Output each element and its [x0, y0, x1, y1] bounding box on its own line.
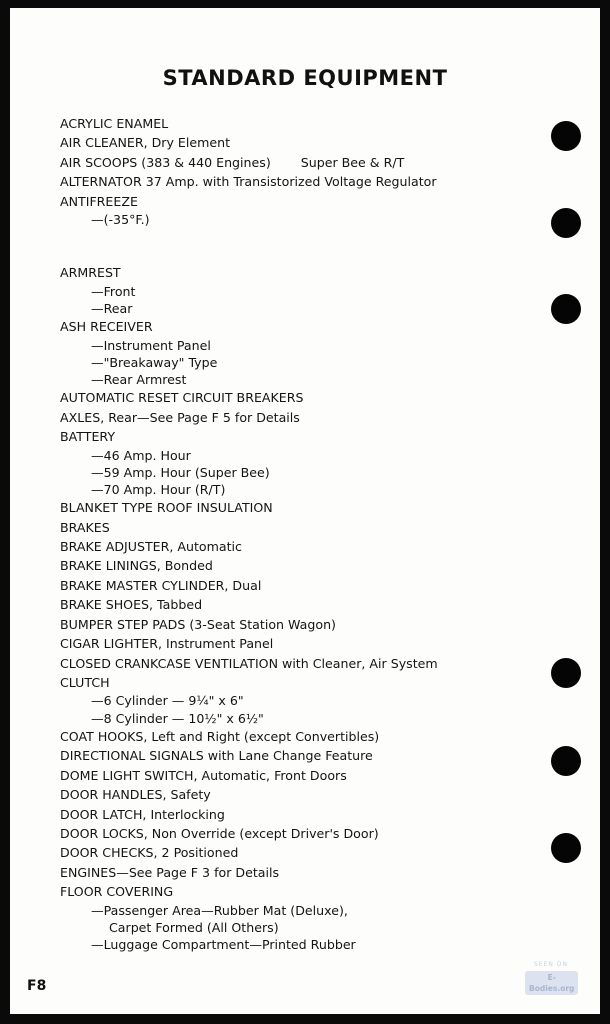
- equipment-subitem: [60, 936, 560, 953]
- equipment-item-text: —Luggage Compartment—Printed Rubber: [91, 937, 356, 953]
- equipment-item-text: —8 Cylinder — 10½" x 6½": [91, 710, 264, 726]
- equipment-item-text: ALTERNATOR 37 Amp. with Transistorized Voltage Regulator: [60, 174, 437, 190]
- equipment-item: [60, 673, 560, 692]
- equipment-item: [60, 388, 560, 407]
- equipment-item-text: —Rear: [91, 301, 133, 316]
- equipment-item-text: AUTOMATIC RESET CIRCUIT BREAKERS: [60, 390, 304, 406]
- document-page: [10, 8, 600, 1014]
- equipment-item: [60, 408, 560, 427]
- page-title: STANDARD EQUIPMENT: [162, 66, 448, 90]
- equipment-item-text: AIR CLEANER, Dry Element: [60, 135, 231, 151]
- equipment-item-text: ASH RECEIVER: [60, 319, 153, 335]
- equipment-item: [60, 595, 560, 614]
- equipment-item-text: DIRECTIONAL SIGNALS with Lane Change Feature: [60, 748, 373, 764]
- equipment-item-text: BRAKE SHOES, Tabbed: [60, 597, 203, 613]
- equipment-item: [60, 746, 560, 765]
- equipment-item-text: —(-35°F.): [91, 212, 150, 228]
- equipment-item-text: BRAKE MASTER CYLINDER, Dual: [60, 577, 262, 593]
- equipment-subitem: [60, 464, 560, 481]
- equipment-item-text: —"Breakaway" Type: [91, 354, 218, 370]
- equipment-subitem: [60, 902, 560, 919]
- watermark-bottom-text: E-Bodies.org: [525, 971, 578, 995]
- equipment-item: [60, 634, 560, 653]
- equipment-item: [60, 654, 560, 673]
- equipment-item-text: CIGAR LIGHTER, Instrument Panel: [60, 636, 274, 652]
- equipment-item-text: —Passenger Area—Rubber Mat (Deluxe),: [91, 902, 348, 918]
- equipment-item: [60, 785, 560, 804]
- equipment-item-text: AXLES, Rear—See Page F 5 for Details: [60, 409, 300, 425]
- equipment-subitem: [60, 354, 560, 371]
- equipment-item: [60, 153, 560, 172]
- page-number: F8: [27, 978, 47, 994]
- equipment-item-text: AIR SCOOPS (383 & 440 Engines): [60, 154, 271, 170]
- equipment-item: [60, 263, 560, 282]
- equipment-item-text: —6 Cylinder — 9¼" x 6": [91, 693, 244, 709]
- equipment-item: [60, 843, 560, 862]
- equipment-item: [60, 824, 560, 843]
- equipment-list: [60, 114, 560, 953]
- equipment-item-text: —Instrument Panel: [91, 337, 211, 353]
- equipment-item-text: —59 Amp. Hour (Super Bee): [91, 464, 270, 480]
- equipment-item-text: ACRYLIC ENAMEL: [60, 116, 169, 131]
- equipment-subitem: [60, 300, 560, 317]
- equipment-subitem: [60, 447, 560, 464]
- equipment-item: [60, 172, 560, 191]
- list-spacer: [60, 228, 560, 263]
- binder-hole-icon: [551, 121, 581, 151]
- equipment-item-text: BUMPER STEP PADS (3-Seat Station Wagon): [60, 616, 336, 632]
- equipment-item-text: DOOR HANDLES, Safety: [60, 787, 211, 803]
- equipment-item-text: —Rear Armrest: [91, 372, 187, 387]
- equipment-item: [60, 727, 560, 746]
- binder-hole-icon: [551, 294, 581, 324]
- equipment-item-note: Super Bee & R/T: [300, 154, 405, 170]
- equipment-subitem: [60, 283, 560, 300]
- equipment-subitem: [60, 919, 560, 936]
- equipment-item-text: —46 Amp. Hour: [91, 447, 191, 463]
- equipment-item: [60, 518, 560, 537]
- equipment-item-text: DOOR CHECKS, 2 Positioned: [60, 845, 239, 861]
- equipment-item: [60, 615, 560, 634]
- equipment-item-text: FLOOR COVERING: [60, 884, 174, 900]
- equipment-item-text: —70 Amp. Hour (R/T): [91, 481, 226, 497]
- equipment-item-text: BRAKE LININGS, Bonded: [60, 558, 213, 574]
- equipment-item-text: DOOR LOCKS, Non Override (except Driver's Door): [60, 826, 379, 841]
- equipment-item: [60, 133, 560, 152]
- equipment-item-text: ANTIFREEZE: [60, 193, 138, 209]
- equipment-subitem: [60, 211, 560, 228]
- equipment-subitem: [60, 337, 560, 354]
- equipment-subitem: [60, 692, 560, 709]
- equipment-item: [60, 498, 560, 517]
- equipment-item: [60, 882, 560, 901]
- equipment-subitem: [60, 481, 560, 498]
- equipment-item-text: DOOR LATCH, Interlocking: [60, 806, 225, 822]
- binder-hole-icon: [551, 833, 581, 863]
- equipment-item-text: BATTERY: [60, 429, 116, 445]
- equipment-item: [60, 192, 560, 211]
- equipment-item: [60, 427, 560, 446]
- equipment-item-text: COAT HOOKS, Left and Right (except Convertibles): [60, 728, 380, 744]
- equipment-item-text: BRAKE ADJUSTER, Automatic: [60, 538, 242, 554]
- equipment-item: [60, 317, 560, 336]
- equipment-item: [60, 576, 560, 595]
- seen-on-ebodies-watermark-icon: [525, 960, 577, 992]
- equipment-item: [60, 556, 560, 575]
- equipment-item-text: ENGINES—See Page F 3 for Details: [60, 864, 280, 880]
- equipment-item-text: BRAKES: [60, 519, 110, 535]
- equipment-item: [60, 114, 560, 133]
- equipment-subitem: [60, 371, 560, 388]
- equipment-item-text: DOME LIGHT SWITCH, Automatic, Front Doors: [60, 767, 347, 783]
- equipment-item: [60, 537, 560, 556]
- equipment-subitem: [60, 710, 560, 727]
- equipment-item-text: Carpet Formed (All Others): [109, 919, 279, 935]
- equipment-item-text: BLANKET TYPE ROOF INSULATION: [60, 500, 273, 516]
- equipment-item-text: ARMREST: [60, 265, 121, 281]
- equipment-item: [60, 766, 560, 785]
- equipment-item: [60, 805, 560, 824]
- watermark-top-text: SEEN ON: [534, 961, 568, 968]
- equipment-item: [60, 863, 560, 882]
- equipment-item-text: —Front: [91, 283, 136, 299]
- equipment-item-text: CLOSED CRANKCASE VENTILATION with Cleaner, Air System: [60, 655, 438, 671]
- equipment-item-text: CLUTCH: [60, 675, 110, 690]
- binder-hole-icon: [551, 658, 581, 688]
- binder-hole-icon: [551, 208, 581, 238]
- binder-hole-icon: [551, 746, 581, 776]
